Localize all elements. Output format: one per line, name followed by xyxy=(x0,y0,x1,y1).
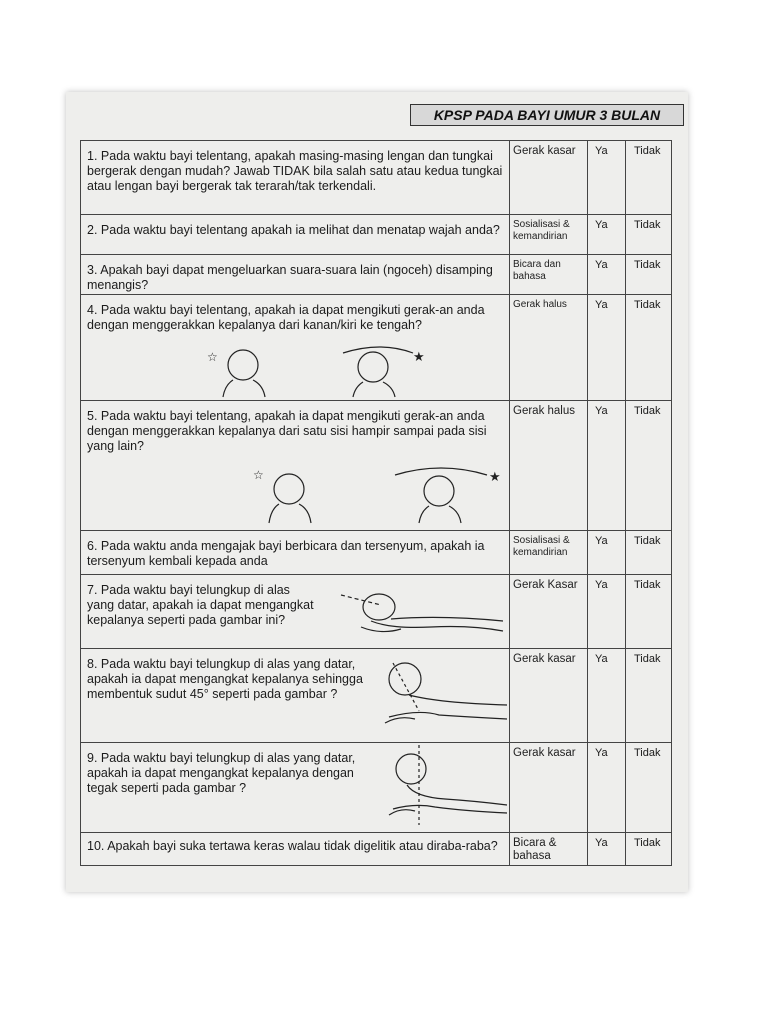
question-text: Pada waktu bayi telentang, apakah ia dapat mengikuti gerak-an anda dengan menggerakkan kepalanya dari kanan/kiri ke tengah? xyxy=(87,303,485,332)
question-number: 5. xyxy=(87,409,98,423)
question-number: 10. xyxy=(87,839,105,853)
question-row-6 xyxy=(81,531,671,575)
answer-tidak[interactable]: Tidak xyxy=(634,579,661,591)
baby-prone-illustration xyxy=(331,581,507,647)
answer-tidak[interactable]: Tidak xyxy=(634,747,661,759)
answer-ya[interactable]: Ya xyxy=(595,535,608,547)
question-text: Pada waktu bayi telungkup di alas yang datar, apakah ia dapat mengangkat kepalanya sehingga membentuk sudut 45° seperti pada gambar ? xyxy=(87,657,363,701)
question-text: Pada waktu bayi telentang, apakah masing-masing lengan dan tungkai bergerak dengan mudah? Jawab TIDAK bila salah satu atau kedua tungkai atau lengan bayi bergerak tak terarah/tak terkendali. xyxy=(87,149,503,193)
category-label: Bicara & bahasa xyxy=(513,837,557,862)
answer-ya[interactable]: Ya xyxy=(595,653,608,665)
category-label: Gerak kasar xyxy=(513,653,576,665)
question-number: 2. xyxy=(87,223,98,237)
answer-ya[interactable]: Ya xyxy=(595,837,608,849)
answer-tidak[interactable]: Tidak xyxy=(634,405,661,417)
question-row-3 xyxy=(81,255,671,295)
category-label: Gerak kasar xyxy=(513,747,576,759)
question-row-7 xyxy=(81,575,671,649)
question-row-10 xyxy=(81,833,671,867)
question-row-2 xyxy=(81,215,671,255)
star-icon: ☆ xyxy=(207,350,218,364)
category-label: Gerak kasar xyxy=(513,145,576,157)
question-number: 9. xyxy=(87,751,98,765)
baby-follow-illustration xyxy=(201,345,461,399)
question-row-9 xyxy=(81,743,671,833)
question-text: Apakah bayi suka tertawa keras walau tidak digelitik atau diraba-raba? xyxy=(107,839,498,853)
question-number: 3. xyxy=(87,263,98,277)
category-label: Gerak Kasar xyxy=(513,579,578,591)
answer-ya[interactable]: Ya xyxy=(595,219,608,231)
question-text: Pada waktu bayi telentang apakah ia melihat dan menatap wajah anda? xyxy=(100,223,500,237)
baby-prone-upright-illustration xyxy=(385,745,509,831)
category-label: Bicara dan bahasa xyxy=(513,259,561,282)
question-text: Pada waktu anda mengajak bayi berbicara dan tersenyum, apakah ia tersenyum kembali kepada anda xyxy=(87,539,485,568)
answer-tidak[interactable]: Tidak xyxy=(634,145,661,157)
baby-follow-illustration xyxy=(251,463,521,527)
answer-ya[interactable]: Ya xyxy=(595,747,608,759)
category-label: Sosialisasi & kemandirian xyxy=(513,535,570,558)
question-row-8 xyxy=(81,649,671,743)
star-icon: ★ xyxy=(413,349,425,364)
answer-ya[interactable]: Ya xyxy=(595,405,608,417)
answer-tidak[interactable]: Tidak xyxy=(634,535,661,547)
category-label: Gerak halus xyxy=(513,299,567,310)
question-number: 4. xyxy=(87,303,98,317)
baby-prone-45-illustration xyxy=(379,655,509,739)
kpsp-form-table xyxy=(80,140,672,866)
answer-tidak[interactable]: Tidak xyxy=(634,219,661,231)
question-row-5 xyxy=(81,401,671,531)
answer-tidak[interactable]: Tidak xyxy=(634,837,661,849)
answer-tidak[interactable]: Tidak xyxy=(634,653,661,665)
answer-ya[interactable]: Ya xyxy=(595,145,608,157)
question-number: 7. xyxy=(87,583,98,597)
question-number: 8. xyxy=(87,657,98,671)
question-number: 1. xyxy=(87,149,98,163)
answer-ya[interactable]: Ya xyxy=(595,259,608,271)
answer-ya[interactable]: Ya xyxy=(595,299,608,311)
answer-tidak[interactable]: Tidak xyxy=(634,299,661,311)
question-row-1 xyxy=(81,141,671,215)
question-number: 6. xyxy=(87,539,98,553)
question-row-4 xyxy=(81,295,671,401)
star-icon: ★ xyxy=(489,469,501,484)
category-label: Gerak halus xyxy=(513,405,576,417)
answer-ya[interactable]: Ya xyxy=(595,579,608,591)
question-text: Pada waktu bayi telungkup di alas yang datar, apakah ia dapat mengangkat kepalanya dengan tegak seperti pada gambar ? xyxy=(87,751,356,795)
question-text: Apakah bayi dapat mengeluarkan suara-suara lain (ngoceh) disamping menangis? xyxy=(87,263,493,292)
question-text: Pada waktu bayi telentang, apakah ia dapat mengikuti gerak-an anda dengan menggerakkan kepalanya dari satu sisi hampir sampai pada sisi yang lain? xyxy=(87,409,487,453)
category-label: Sosialisasi & kemandirian xyxy=(513,219,570,242)
page-title: KPSP PADA BAYI UMUR 3 BULAN xyxy=(410,104,684,126)
question-text: Pada waktu bayi telungkup di alas yang datar, apakah ia dapat mengangkat kepalanya seperti pada gambar ini? xyxy=(87,583,314,627)
answer-tidak[interactable]: Tidak xyxy=(634,259,661,271)
star-icon: ☆ xyxy=(253,468,264,482)
